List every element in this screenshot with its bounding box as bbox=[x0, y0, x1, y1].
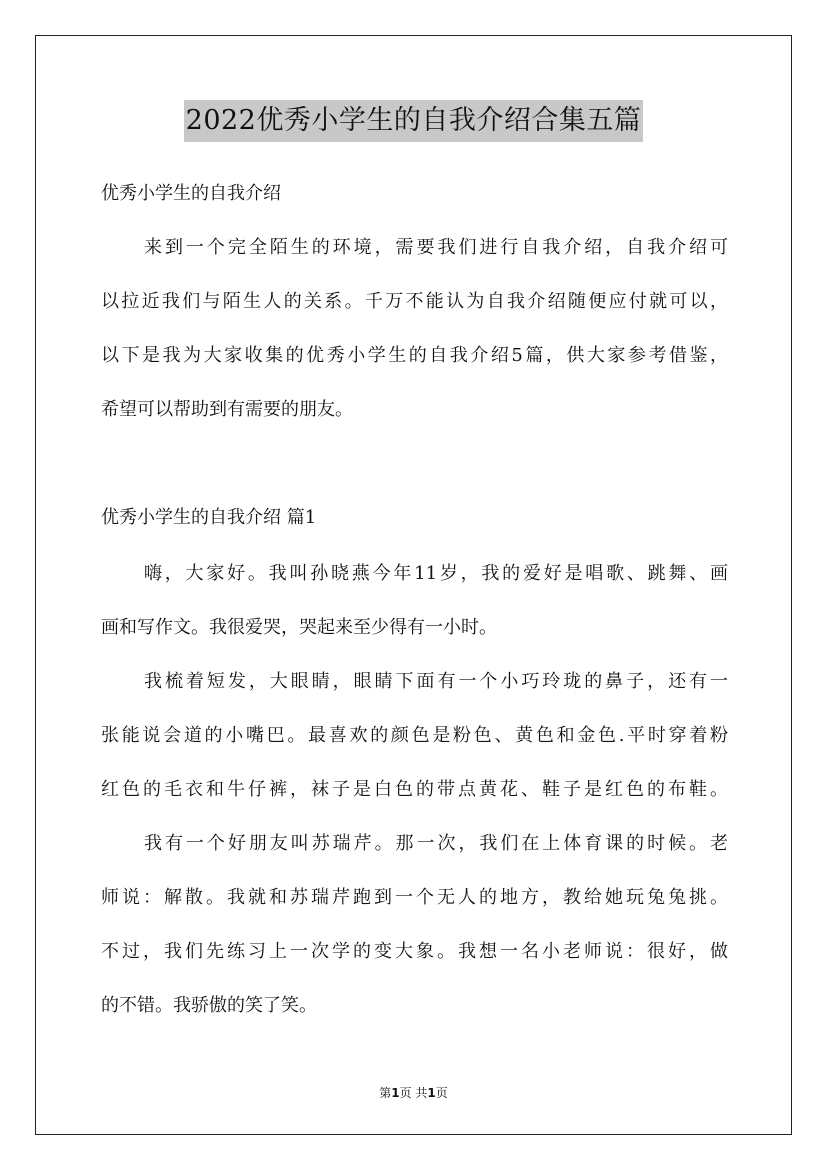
body-line: 红色的毛衣和牛仔裤，袜子是白色的带点黄花、鞋子是红色的布鞋。 bbox=[101, 779, 728, 800]
title-container bbox=[0, 100, 827, 142]
body-line: 张能说会道的小嘴巴。最喜欢的颜色是粉色、黄色和金色.平时穿着粉 bbox=[101, 725, 728, 746]
body-line: 我梳着短发，大眼睛，眼睛下面有一个小巧玲珑的鼻子，还有一 bbox=[144, 671, 728, 692]
page-footer bbox=[0, 1084, 827, 1101]
footer-page-number: 1 bbox=[391, 1086, 400, 1100]
intro-line: 来到一个完全陌生的环境，需要我们进行自我介绍，自我介绍可 bbox=[144, 237, 728, 258]
footer-mid: 页 共 bbox=[399, 1086, 428, 1100]
footer-page-total: 1 bbox=[427, 1086, 436, 1100]
body-line: 不过，我们先练习上一次学的变大象。我想一名小老师说：很好，做 bbox=[101, 941, 728, 962]
intro-line: 以拉近我们与陌生人的关系。千万不能认为自我介绍随便应付就可以， bbox=[101, 291, 728, 312]
body-line: 的不错。我骄傲的笑了笑。 bbox=[101, 995, 317, 1016]
body-line: 嗨，大家好。我叫孙晓燕今年11岁，我的爱好是唱歌、跳舞、画 bbox=[144, 563, 728, 584]
body-line: 师说：解散。我就和苏瑞芹跑到一个无人的地方，教给她玩兔兔挑。 bbox=[101, 887, 728, 908]
intro-line: 以下是我为大家收集的优秀小学生的自我介绍5篇，供大家参考借鉴， bbox=[101, 345, 728, 366]
intro-heading: 优秀小学生的自我介绍 bbox=[101, 183, 281, 204]
body-line: 我有一个好朋友叫苏瑞芹。那一次，我们在上体育课的时候。老 bbox=[144, 833, 728, 854]
intro-line: 希望可以帮助到有需要的朋友。 bbox=[101, 399, 353, 420]
footer-prefix: 第 bbox=[379, 1086, 392, 1100]
body-line: 画和写作文。我很爱哭，哭起来至少得有一小时。 bbox=[101, 617, 497, 638]
section-heading: 优秀小学生的自我介绍 篇1 bbox=[101, 507, 317, 528]
document-title: 2022优秀小学生的自我介绍合集五篇 bbox=[184, 100, 644, 142]
footer-suffix: 页 bbox=[435, 1086, 448, 1100]
